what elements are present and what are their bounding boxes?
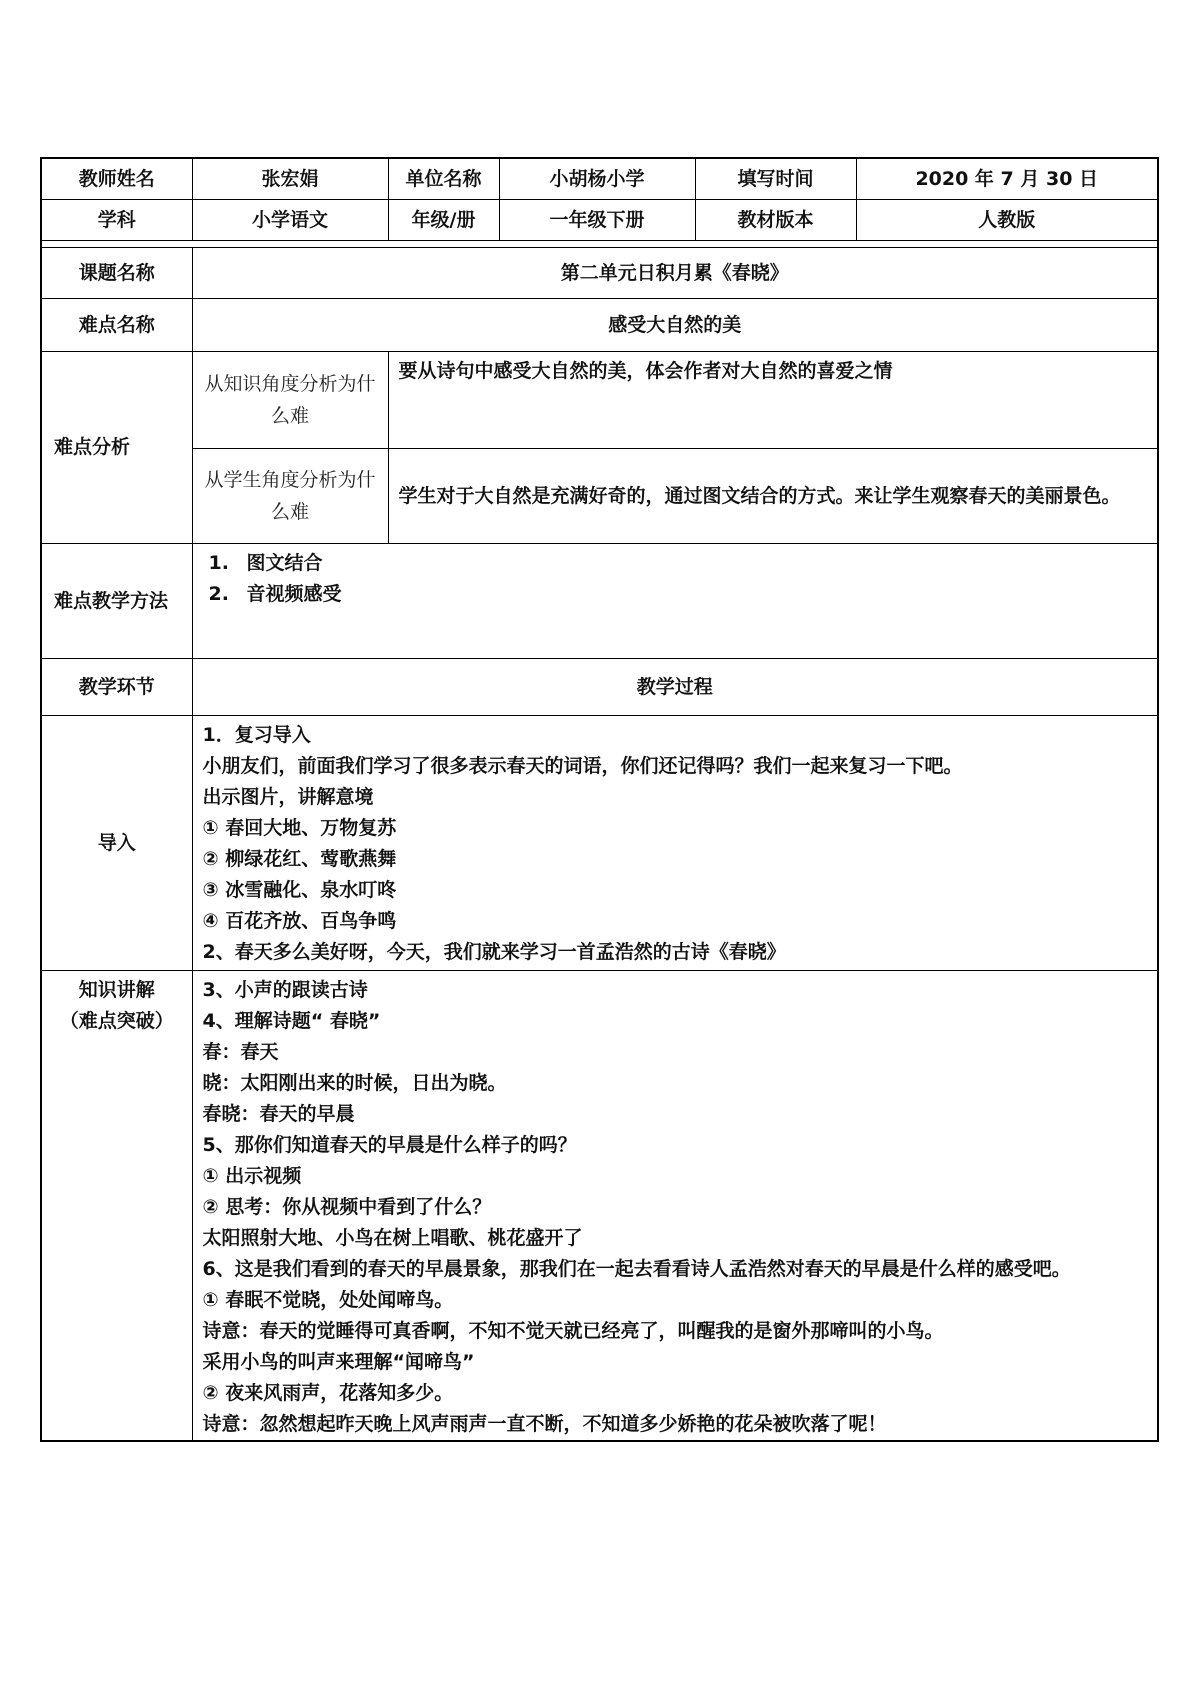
intro-line: ④ 百花齐放、百鸟争鸣 [202,910,397,932]
date-value: 2020 年 7 月 30 日 [856,158,1158,200]
topic-value: 第二单元日积月累《春晓》 [192,248,1158,299]
intro-label: 导入 [41,716,192,971]
intro-line: 小朋友们，前面我们学习了很多表示春天的词语，你们还记得吗？我们一起来复习一下吧。 [202,755,963,777]
knowledge-line: 5、那你们知道春天的早晨是什么样子的吗？ [202,1134,577,1156]
knowledge-line: 太阳照射大地、小鸟在树上唱歌、桃花盛开了 [202,1227,583,1249]
spacer-row [41,241,1158,248]
knowledge-line: 6、这是我们看到的春天的早晨景象，那我们在一起去看看诗人孟浩然对春天的早晨是什么样的感受吧。 [202,1258,1071,1280]
knowledge-content [192,971,1158,1442]
intro-content [192,716,1158,971]
process-header-row [41,659,1158,716]
intro-line: ③ 冰雪融化、泉水叮咚 [202,879,397,901]
analysis-row-knowledge [41,352,1158,449]
difficulty-value: 感受大自然的美 [192,299,1158,352]
knowledge-line: 4、理解诗题“ 春晓” [202,1010,381,1032]
knowledge-label [41,971,192,1442]
intro-line: ① 春回大地、万物复苏 [202,817,397,839]
method-item: 2. 音视频感受 [208,583,342,605]
unit-value: 小胡杨小学 [499,158,695,200]
topic-row [41,248,1158,299]
grade-value: 一年级下册 [499,200,695,241]
unit-label: 单位名称 [388,158,499,200]
header-row-2 [41,200,1158,241]
knowledge-line: 采用小鸟的叫声来理解“闻啼鸟” [202,1351,475,1373]
grade-label: 年级/册 [388,200,499,241]
knowledge-line: ② 思考：你从视频中看到了什么？ [202,1196,492,1218]
intro-row [41,716,1158,971]
knowledge-line: 春：春天 [202,1041,279,1063]
stage-header: 教学环节 [41,659,192,716]
knowledge-angle-label: 从知识角度分析为什么难 [192,352,388,449]
intro-line: 2、春天多么美好呀，今天，我们就来学习一首孟浩然的古诗《春晓》 [202,941,786,963]
process-header: 教学过程 [192,659,1158,716]
knowledge-line: 春晓：春天的早晨 [202,1103,355,1125]
analysis-row-student [41,449,1158,544]
knowledge-line: ② 夜来风雨声，花落知多少。 [202,1382,454,1404]
knowledge-row [41,971,1158,1442]
knowledge-line: 诗意：春天的觉睡得可真香啊，不知不觉天就已经亮了，叫醒我的是窗外那啼叫的小鸟。 [202,1320,944,1342]
method-row [41,544,1158,659]
knowledge-angle-text: 要从诗句中感受大自然的美，体会作者对大自然的喜爱之情 [388,352,1158,449]
edition-label: 教材版本 [695,200,856,241]
intro-line: 1．复习导入 [202,724,311,746]
difficulty-label: 难点名称 [41,299,192,352]
method-item: 1. 图文结合 [208,552,323,574]
teacher-value: 张宏娟 [192,158,388,200]
knowledge-line: ① 出示视频 [202,1165,302,1187]
knowledge-label-line: 知识讲解 [78,979,155,1001]
lesson-plan-table [40,157,1159,1442]
knowledge-line: ① 春眠不觉晓，处处闻啼鸟。 [202,1289,454,1311]
student-angle-text: 学生对于大自然是充满好奇的，通过图文结合的方式。来让学生观察春天的美丽景色。 [388,449,1158,544]
lesson-plan-sheet [40,157,1157,1442]
header-row-1 [41,158,1158,200]
method-list [192,544,1158,659]
knowledge-line: 诗意：忽然想起昨天晚上风声雨声一直不断，不知道多少娇艳的花朵被吹落了呢！ [202,1413,887,1435]
date-label: 填写时间 [695,158,856,200]
knowledge-line: 晓：太阳刚出来的时候，日出为晓。 [202,1072,507,1094]
analysis-label: 难点分析 [41,352,192,544]
topic-label: 课题名称 [41,248,192,299]
subject-label: 学科 [41,200,192,241]
difficulty-row [41,299,1158,352]
subject-value: 小学语文 [192,200,388,241]
student-angle-label: 从学生角度分析为什么难 [192,449,388,544]
intro-line: ② 柳绿花红、莺歌燕舞 [202,848,397,870]
knowledge-line: 3、小声的跟读古诗 [202,979,368,1001]
teacher-label: 教师姓名 [41,158,192,200]
edition-value: 人教版 [856,200,1158,241]
knowledge-label-line: （难点突破） [59,1010,174,1032]
intro-line: 出示图片，讲解意境 [202,786,374,808]
method-label: 难点教学方法 [41,544,192,659]
